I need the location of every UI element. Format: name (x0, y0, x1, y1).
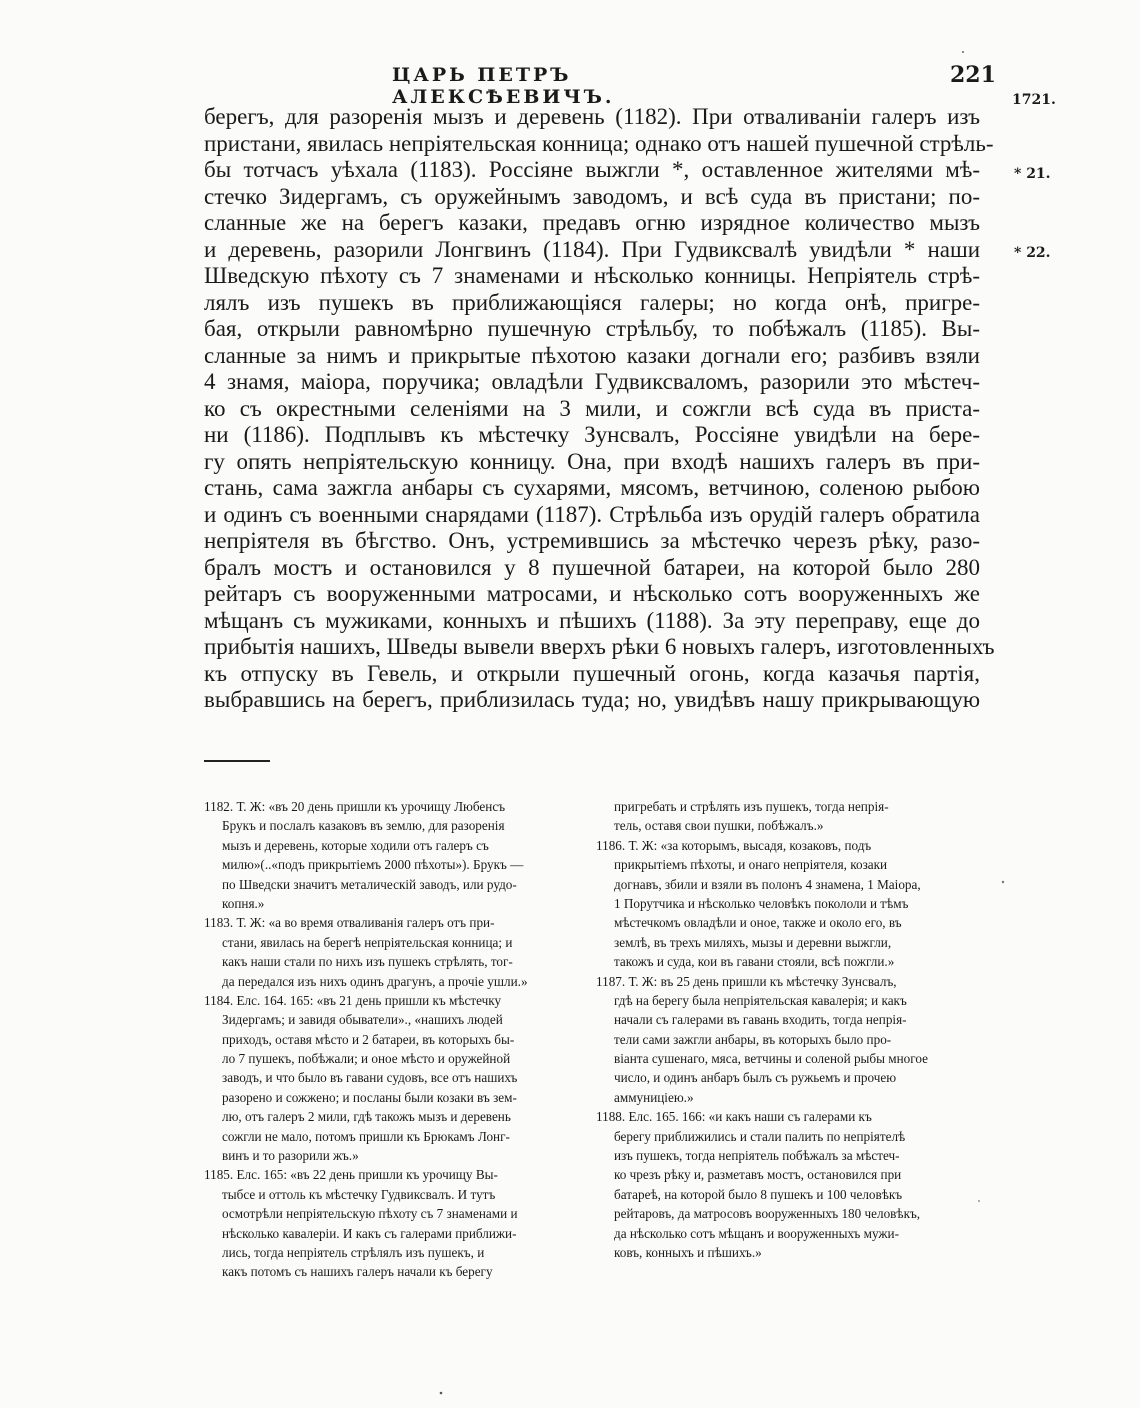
body-line: мѣщанъ съ мужиками, конныхъ и пѣшихъ (1188). За эту переправу, еще до (204, 607, 980, 633)
footnote-line: разорено и сожжено; и посланы были козаки въ зем- (222, 1089, 517, 1105)
footnote-line: 1184. Елс. 164. 165: «въ 21 день пришли къ мѣстечку (204, 992, 502, 1008)
footnote-line: віанта сушенаго, мяса, ветчины и соленой рыбы многое (614, 1051, 928, 1067)
footnote-line: догнавъ, збили и взяли въ полонъ 4 знамена, 1 Маіора, (614, 876, 921, 892)
footnote-line: по Шведски значитъ металическій заводъ, или рудо- (222, 876, 517, 892)
footnote-line: аммуниціею.» (614, 1089, 694, 1105)
footnote-line: лю, отъ галеръ 2 мили, гдѣ такожъ мызъ и деревень (222, 1109, 511, 1125)
body-line: сланные за нимъ и прикрытые пѣхотою казаки догнали его; разбивъ взяли (204, 342, 980, 368)
main-body-text (204, 104, 995, 714)
footnote-line: Зидергамъ; и завидя обыватели»., «нашихъ людей (222, 1012, 503, 1028)
footnote-line: да передался изъ нихъ одинъ драгунъ, а прочіе ушли.» (222, 973, 528, 989)
footnote-line: стани, явилась на берегѣ непріятельская конница; и (222, 934, 513, 950)
footnote-line: заводъ, и что было въ гавани судовъ, все отъ нашихъ (222, 1070, 518, 1086)
footnote-line: сожгли не мало, потомъ пришли къ Брюкамъ Лонг- (222, 1128, 510, 1144)
footnote-line: копня.» (222, 895, 265, 911)
running-header-title: ЦАРЬ ПЕТРЪ АЛЕКСѢЕВИЧЪ. (392, 64, 615, 108)
speck (1002, 881, 1004, 883)
body-line: выбравшись на берегъ, приблизилась туда; но, увидѣвъ нашу прикрывающую (204, 687, 980, 712)
body-line: гу опять непріятельскую конницу. Она, при входѣ нашихъ галеръ въ при- (204, 448, 980, 474)
footnote-line: тыбсе и оттоль къ мѣстечку Гудвиксвалъ. И тутъ (222, 1186, 496, 1202)
footnote-line: батареѣ, на которой было 8 пушекъ и 100 человѣкъ (614, 1186, 903, 1202)
footnote-line: тель, оставя свои пушки, побѣжалъ.» (614, 818, 824, 834)
footnote-line: 1 Порутчика и нѣсколько человѣкъ покололи и тѣмъ (614, 895, 909, 911)
body-line: Шведскую пѣхоту съ 7 знаменами и нѣсколько конницы. Непріятель стрѣ- (204, 263, 980, 288)
footnote-line: ковъ, конныхъ и пѣшихъ.» (614, 1244, 762, 1260)
body-line: ни (1186). Подплывъ къ мѣстечку Зунсвалъ, Россіяне увидѣли на бере- (204, 422, 980, 447)
footnote-line: какъ наши стали по нихъ изъ пушекъ стрѣлять, тог- (222, 954, 513, 970)
body-line: пристани, явилась непріятельская конница; однако отъ нашей пушечной стрѣль- (204, 130, 994, 156)
footnote-line: 1183. Т. Ж: «а во время отваливанія галеръ отъ при- (204, 915, 495, 931)
page-number: 221 (950, 62, 996, 88)
footnote-line: изъ пушекъ, тогда непріятель побѣжалъ за мѣстеч- (614, 1148, 900, 1164)
body-line: стечко Зидергамъ, съ оружейнымъ заводомъ, и всѣ суда въ пристани; по- (204, 183, 980, 209)
body-line: и деревень, разорили Лонгвинъ (1184). При Гудвиксвалѣ увидѣли * наши (204, 236, 980, 262)
body-line: лялъ изъ пушекъ въ приближающіяся галеры; но когда онѣ, пригре- (204, 289, 980, 315)
body-line: бралъ мостъ и остановился у 8 пушечной батареи, на которой было 280 (204, 554, 980, 580)
footnote-line: такожъ и суда, кои въ гавани стояли, всѣ пожгли.» (614, 954, 895, 970)
body-line: непріятеля въ бѣгство. Онъ, устремившись за мѣстечко черезъ рѣку, разо- (204, 528, 980, 553)
footnote-line: приходъ, оставя мѣсто и 2 батареи, въ которыхъ бы- (222, 1031, 515, 1047)
footnotes-right-column (596, 797, 984, 1262)
footnote-line: прикрытіемъ пѣхоты, и онаго непріятеля, козаки (614, 857, 888, 873)
body-line: 4 знамя, маіора, поручика; овладѣли Гудвиксваломъ, разорили это мѣстеч- (204, 369, 980, 394)
footnote-line: 1188. Елс. 165. 166: «и какъ наши съ галерами къ (596, 1109, 872, 1125)
footnote-line: лись, тогда непріятель стрѣлялъ изъ пушекъ, и (222, 1244, 485, 1260)
body-line: стань, сама зажгла анбары съ сухарями, мясомъ, ветчиною, соленою рыбою (204, 475, 980, 500)
footnote-line: да нѣсколько сотъ мѣщанъ и вооруженныхъ мужи- (614, 1225, 899, 1241)
footnote-line: какъ потомъ съ нашихъ галеръ начали къ берегу (222, 1264, 493, 1280)
footnote-line: ко чрезъ рѣку и, разметавъ мостъ, остановился при (614, 1167, 902, 1183)
margin-note-year: 1721. (1012, 92, 1056, 108)
footnote-line: нѣсколько кавалеріи. И какъ съ галерами приближи- (222, 1225, 517, 1241)
footnote-line: Брукъ и послалъ казаковъ въ землю, для разоренія (222, 818, 505, 834)
footnote-line: пригребать и стрѣлять изъ пушекъ, тогда непрія- (614, 799, 889, 814)
footnote-line: 1186. Т. Ж: «за которымъ, высадя, козаковъ, подъ (596, 837, 872, 853)
footnote-separator-rule (204, 760, 270, 762)
footnote-line: тели сами зажгли анбары, въ которыхъ было про- (614, 1031, 892, 1047)
footnote-line: 1182. Т. Ж: «въ 20 день пришли къ урочищу Любенсъ (204, 799, 506, 814)
footnotes-left-column (204, 797, 592, 1282)
footnote-line: ло 7 пушекъ, побѣжали; и оное мѣсто и оружейной (222, 1051, 511, 1067)
body-line: рейтаръ съ вооруженными матросами, и нѣсколько сотъ вооруженныхъ же (204, 581, 980, 606)
body-line: ко съ окрестными селеніями на 3 мили, и сожгли всѣ суда въ приста- (204, 395, 980, 421)
body-line: и одинъ съ военными снарядами (1187). Стрѣльба изъ орудій галеръ обратила (204, 501, 980, 527)
body-line: берегъ, для разоренія мызъ и деревень (1182). При отваливаніи галеръ изъ (204, 104, 980, 129)
body-line: сланные же на берегъ казаки, предавъ огню изрядное количество мызъ (204, 210, 980, 235)
footnote-line: мѣстечкомъ овладѣли и оное, также и около его, въ (614, 915, 902, 931)
footnote-line: число, и одинъ анбаръ былъ съ ружьемъ и прочею (614, 1070, 897, 1086)
footnote-line: мызъ и деревень, которые ходили отъ галеръ съ (222, 837, 489, 853)
footnote-line: рейтаровъ, да матросовъ вооруженныхъ 180 человѣкъ, (614, 1206, 921, 1222)
footnote-line: 1187. Т. Ж: въ 25 день пришли къ мѣстечку Зунсвалъ, (596, 973, 897, 989)
body-line: бая, открыли равномѣрно пушечную стрѣльбу, то побѣжалъ (1185). Вы- (204, 316, 980, 341)
margin-note-ref-21: * 21. (1014, 166, 1051, 182)
footnote-line: начали съ галерами въ гавань входить, тогда непрія- (614, 1012, 907, 1028)
footnote-line: 1185. Елс. 165: «въ 22 день пришли къ урочищу Вы- (204, 1167, 498, 1183)
margin-note-ref-22: * 22. (1014, 245, 1051, 261)
footnote-line: осмотрѣли непріятельскую пѣхоту съ 7 знаменами и (222, 1206, 518, 1222)
footnote-line: землѣ, въ трехъ миляхъ, мызы и деревни выжгли, (614, 934, 892, 950)
speck (962, 51, 964, 53)
speck (440, 1392, 443, 1395)
body-line: къ отпуску въ Гевель, и открыли пушечный огонь, когда казачья партія, (204, 660, 980, 686)
footnote-line: гдѣ на берегу была непріятельская кавалерія; и какъ (614, 992, 907, 1008)
footnote-line: винъ и то разорили жъ.» (222, 1148, 359, 1164)
body-line: прибытія нашихъ, Шведы вывели вверхъ рѣки 6 новыхъ галеръ, изготовленныхъ (204, 634, 995, 659)
body-line: бы тотчасъ уѣхала (1183). Россіяне выжгли *, оставленное жителями мѣ- (204, 157, 980, 182)
footnote-line: берегу приближились и стали палить по непріятелѣ (614, 1128, 906, 1144)
footnote-line: милю»(..«подъ прикрытіемъ 2000 пѣхоты»). Брукъ — (222, 857, 524, 873)
